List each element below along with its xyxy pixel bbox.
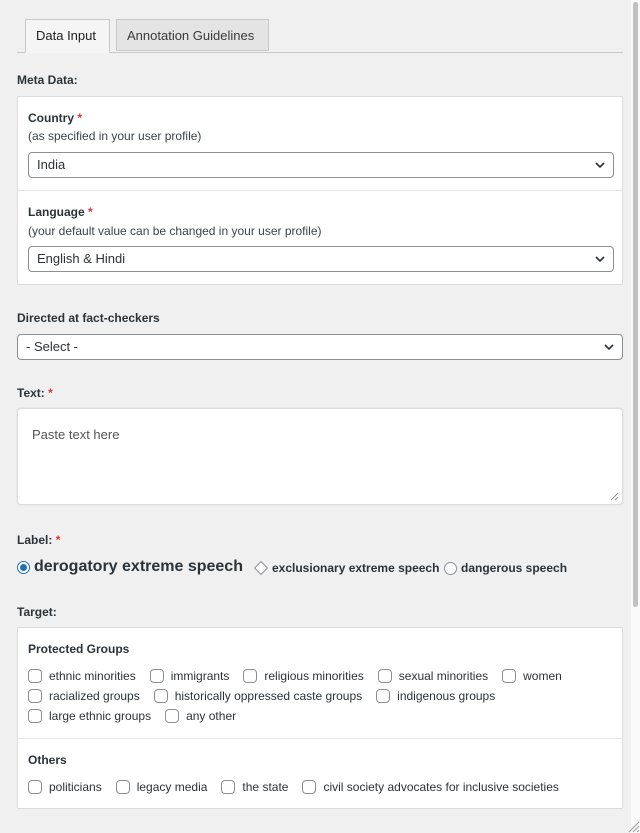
text-input-placeholder: Paste text here: [32, 427, 120, 442]
checkbox-box: [165, 709, 179, 723]
checkbox-legacy-media[interactable]: [116, 780, 208, 794]
radio-unselected-icon: [254, 561, 268, 575]
checkbox-immigrants[interactable]: [150, 669, 230, 683]
vertical-scrollbar[interactable]: [631, 0, 640, 833]
checkbox-historically-oppressed-caste-groups[interactable]: [154, 689, 362, 703]
chevron-down-icon: [604, 342, 614, 352]
checkbox-label: the state: [242, 780, 289, 794]
checkbox-box: [28, 689, 42, 703]
country-select[interactable]: [28, 152, 614, 178]
window-resize-grip-icon[interactable]: [626, 819, 640, 833]
checkbox-label: sexual minorities: [398, 669, 489, 683]
checkbox-label: large ethnic groups: [49, 709, 152, 723]
text-label: Text: *: [17, 386, 53, 400]
checkbox-civil-society-advocates[interactable]: [302, 780, 558, 794]
checkbox-box: [150, 669, 164, 683]
checkbox-label: civil society advocates for inclusive societies: [323, 780, 559, 794]
checkbox-sexual-minorities[interactable]: [378, 669, 488, 683]
target-panel: [17, 627, 623, 809]
checkbox-label: racialized groups: [49, 689, 140, 703]
checkbox-indigenous-groups[interactable]: [376, 689, 495, 703]
meta-data-panel: [17, 96, 623, 285]
required-mark: *: [55, 533, 61, 547]
fact-checkers-select[interactable]: [17, 334, 623, 360]
checkbox-box: [376, 689, 390, 703]
checkbox-box: [302, 780, 316, 794]
checkbox-row: [28, 778, 573, 796]
meta-data-heading: Meta Data:: [17, 73, 78, 87]
divider: [18, 738, 622, 739]
checkbox-box: [116, 780, 130, 794]
radio-label: dangerous speech: [461, 561, 568, 575]
checkbox-box: [221, 780, 235, 794]
radio-dangerous-speech[interactable]: [444, 561, 567, 575]
checkbox-any-other[interactable]: [165, 709, 236, 723]
tab-data-input[interactable]: Data Input: [25, 19, 110, 53]
country-select-value: India: [37, 157, 66, 172]
checkbox-ethnic-minorities[interactable]: [28, 669, 136, 683]
checkbox-label: indigenous groups: [397, 689, 496, 703]
checkbox-row: [28, 687, 509, 705]
checkbox-large-ethnic-groups[interactable]: [28, 709, 151, 723]
target-heading: Target:: [17, 605, 57, 619]
radio-unselected-icon: [444, 562, 457, 575]
language-select[interactable]: [28, 246, 614, 272]
checkbox-box: [154, 689, 168, 703]
checkbox-box: [28, 780, 42, 794]
fact-checkers-label: Directed at fact-checkers: [17, 311, 160, 325]
language-label: Language *: [28, 205, 93, 219]
checkbox-religious-minorities[interactable]: [243, 669, 363, 683]
checkbox-label: legacy media: [136, 780, 208, 794]
tab-bar: [17, 19, 623, 53]
language-note: (your default value can be changed in your user profile): [28, 224, 322, 238]
protected-groups-title: Protected Groups: [28, 642, 130, 656]
checkbox-women[interactable]: [502, 669, 562, 683]
checkbox-label: immigrants: [170, 669, 230, 683]
checkbox-label: historically oppressed caste groups: [174, 689, 363, 703]
required-mark: *: [77, 111, 83, 125]
radio-label: derogatory extreme speech: [34, 558, 243, 575]
chevron-down-icon: [595, 160, 605, 170]
divider: [18, 190, 622, 191]
country-note: (as specified in your user profile): [28, 129, 202, 143]
checkbox-row: [28, 707, 250, 725]
tab-annotation-guidelines[interactable]: Annotation Guidelines: [116, 19, 269, 51]
checkbox-box: [243, 669, 257, 683]
radio-selected-icon: [17, 561, 30, 574]
checkbox-row: [28, 667, 576, 685]
radio-derogatory-extreme-speech[interactable]: [17, 558, 243, 576]
chevron-down-icon: [595, 254, 605, 264]
resize-grip-icon[interactable]: [609, 491, 619, 501]
checkbox-label: religious minorities: [264, 669, 364, 683]
checkbox-politicians[interactable]: [28, 780, 102, 794]
checkbox-label: women: [523, 669, 562, 683]
others-title: Others: [28, 753, 67, 767]
country-label: Country *: [28, 111, 83, 125]
checkbox-box: [378, 669, 392, 683]
scrollbar-thumb[interactable]: [633, 2, 638, 607]
checkbox-box: [28, 709, 42, 723]
checkbox-label: politicians: [49, 780, 102, 794]
label-heading: Label: *: [17, 533, 61, 547]
checkbox-the-state[interactable]: [221, 780, 288, 794]
checkbox-box: [502, 669, 516, 683]
required-mark: *: [88, 205, 93, 219]
fact-checkers-select-value: - Select -: [26, 339, 79, 354]
required-mark: *: [48, 386, 53, 400]
text-input[interactable]: [17, 408, 623, 505]
language-select-value: English & Hindi: [37, 251, 126, 266]
checkbox-box: [28, 669, 42, 683]
radio-label: exclusionary extreme speech: [272, 561, 440, 575]
checkbox-label: ethnic minorities: [49, 669, 136, 683]
radio-exclusionary-extreme-speech[interactable]: [253, 561, 439, 575]
label-radio-group: [17, 558, 623, 580]
checkbox-label: any other: [186, 709, 237, 723]
checkbox-racialized-groups[interactable]: [28, 689, 140, 703]
